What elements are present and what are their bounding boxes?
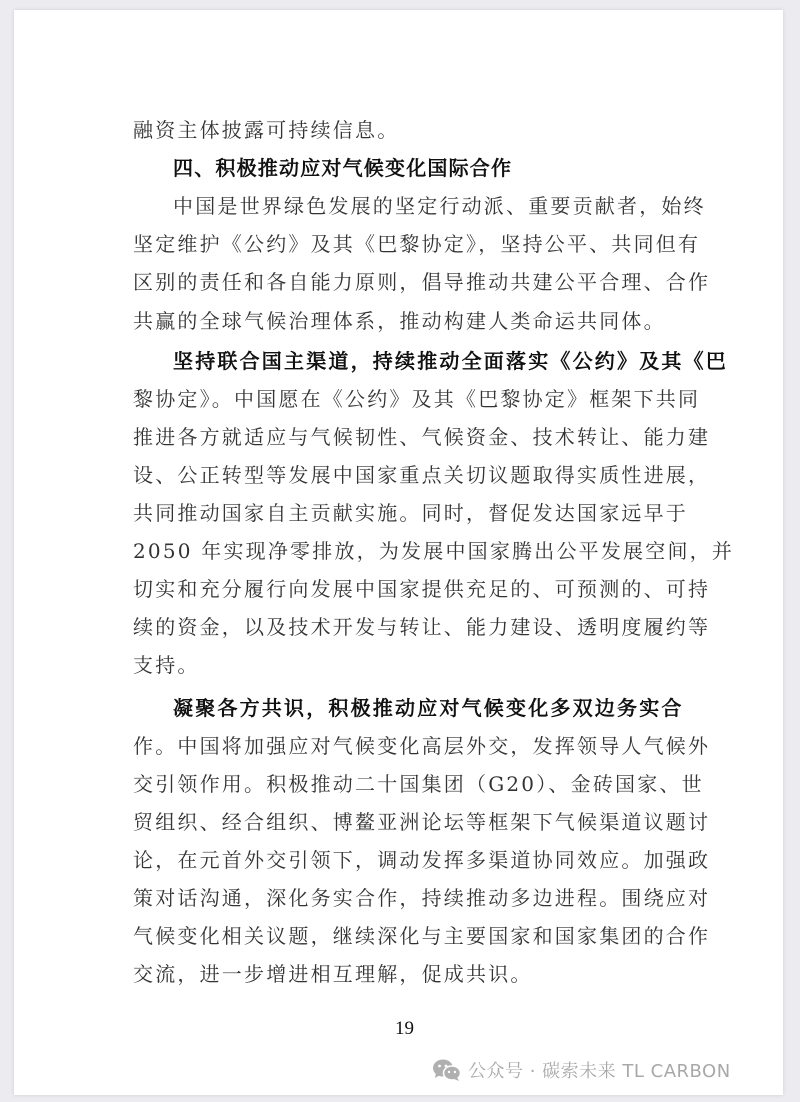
watermark [432, 1057, 731, 1083]
text-line: 续的资金，以及技术开发与转让、能力建设、透明度履约等 [133, 615, 711, 639]
text-line: 作。中国将加强应对气候变化高层外交，发挥领导人气候外 [133, 734, 711, 758]
text-line: 交流，进一步增进相互理解，促成共识。 [133, 962, 533, 986]
text-line: 气候变化相关议题，继续深化与主要国家和国家集团的合作 [133, 924, 711, 948]
paragraph-lead: 凝聚各方共识，积极推动应对气候变化多双边务实合 [173, 696, 684, 720]
text-line: 设、公正转型等发展中国家重点关切议题取得实质性进展， [133, 463, 711, 487]
text-line: 共同推动国家自主贡献实施。同时，督促发达国家远早于 [133, 501, 688, 525]
text-line: 论，在元首外交引领下，调动发挥多渠道协同效应。加强政 [133, 848, 711, 872]
text-line: 推进各方就适应与气候韧性、气候资金、技术转让、能力建 [133, 425, 711, 449]
text-line: 坚定维护《公约》及其《巴黎协定》，坚持公平、共同但有 [133, 232, 701, 256]
text-line: 贸组织、经合组织、博鳌亚洲论坛等框架下气候渠道议题讨 [133, 810, 711, 834]
text-line: 支持。 [133, 653, 200, 677]
text-line: 区别的责任和各自能力原则，倡导推动共建公平合理、合作 [133, 270, 711, 294]
text-line: 中国是世界绿色发展的坚定行动派、重要贡献者，始终 [173, 194, 706, 218]
page-number: 19 [395, 1018, 414, 1039]
text-line: 2050 年实现净零排放，为发展中国家腾出公平发展空间，并 [133, 539, 735, 563]
text-line: 共赢的全球气候治理体系，推动构建人类命运共同体。 [133, 309, 666, 333]
text-line: 切实和充分履行向发展中国家提供充足的、可预测的、可持 [133, 577, 711, 601]
text-line: 交引领作用。积极推动二十国集团（G20）、金砖国家、世 [133, 772, 704, 796]
text-line: 策对话沟通，深化务实合作，持续推动多边进程。围绕应对 [133, 886, 711, 910]
watermark-text: 公众号 · 碳索未来 TL CARBON [468, 1061, 731, 1082]
section-heading: 四、积极推动应对气候变化国际合作 [173, 156, 513, 180]
text-line: 黎协定》。中国愿在《公约》及其《巴黎协定》框架下共同 [133, 387, 701, 411]
wechat-icon [432, 1058, 462, 1082]
paragraph-lead: 坚持联合国主渠道，持续推动全面落实《公约》及其《巴 [173, 349, 728, 373]
text-line: 融资主体披露可持续信息。 [133, 118, 400, 142]
